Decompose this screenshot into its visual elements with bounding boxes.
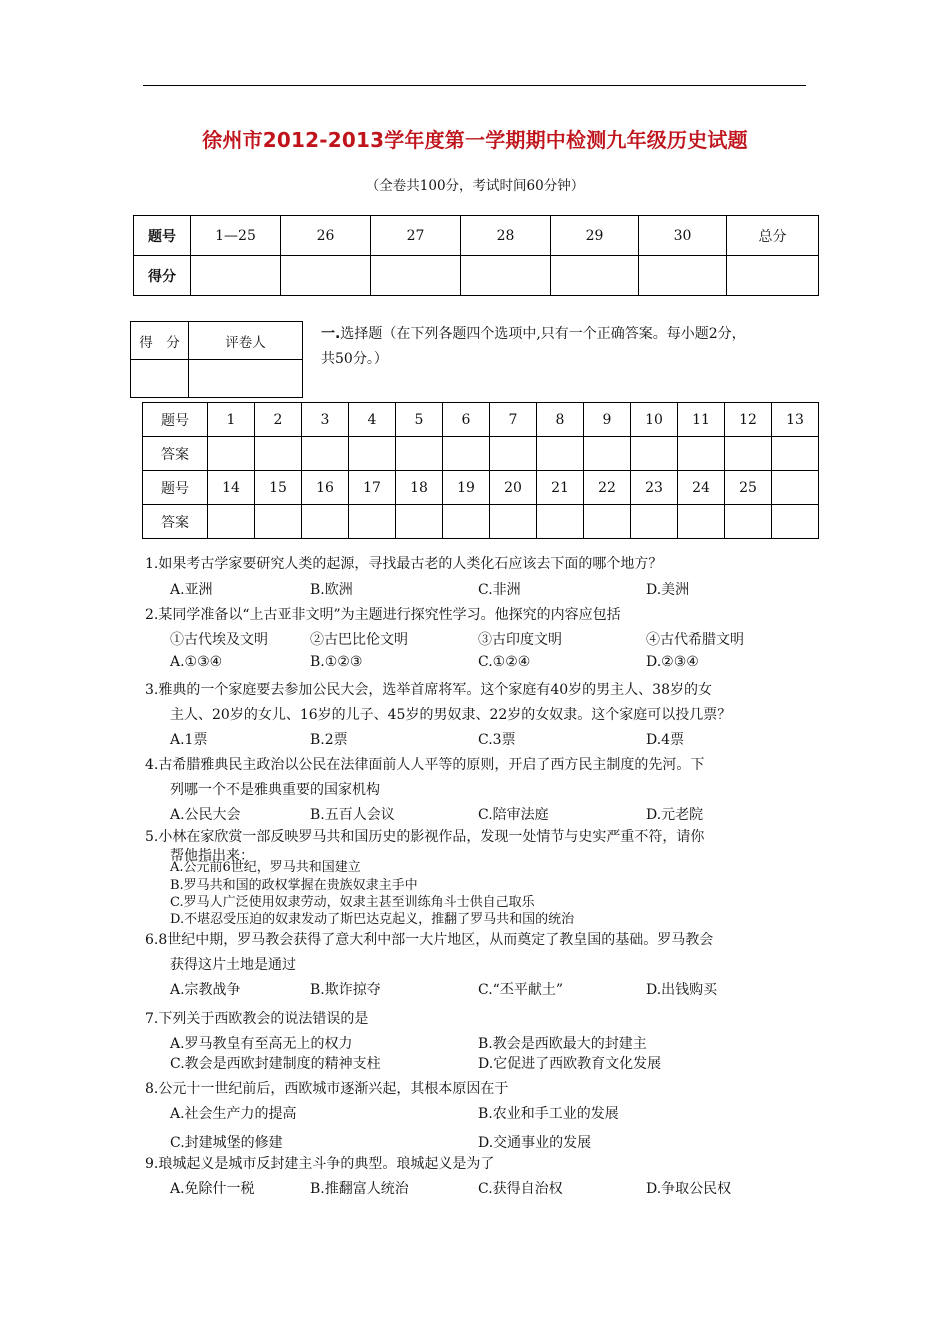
- option-a: A.罗马教皇有至高无上的权力: [170, 1036, 353, 1052]
- question-number: 25: [725, 471, 772, 505]
- question-4-line-2: 列哪一个不是雅典重要的国家机构: [170, 782, 380, 798]
- answer-cell[interactable]: [302, 437, 349, 471]
- grader-name-label: 评卷人: [189, 322, 303, 360]
- answer-table-row: [143, 471, 819, 505]
- score-cell[interactable]: [281, 256, 371, 296]
- score-table: [133, 215, 819, 296]
- option-a: A.免除什一税: [170, 1181, 255, 1197]
- answer-table-row: [143, 403, 819, 437]
- option-a: A.宗教战争: [170, 982, 241, 998]
- option-c: C.“丕平献土”: [478, 982, 563, 998]
- answer-cell[interactable]: [725, 437, 772, 471]
- question-6: 6.8世纪中期，罗马教会获得了意大利中部一大片地区，从而奠定了教皇国的基础。罗马教会: [145, 932, 714, 948]
- question-number: 24: [678, 471, 725, 505]
- question-number: 7: [490, 403, 537, 437]
- option-b: B.①②③: [310, 654, 363, 670]
- answer-table: [142, 402, 819, 539]
- answer-cell[interactable]: [725, 505, 772, 539]
- score-cell[interactable]: [551, 256, 639, 296]
- question-number: 2: [255, 403, 302, 437]
- score-header-cell: 29: [551, 216, 639, 256]
- question-3: 3.雅典的一个家庭要去参加公民大会，选举首席将军。这个家庭有40岁的男主人、38岁的女: [145, 682, 712, 698]
- question-8: 8.公元十一世纪前后，西欧城市逐渐兴起，其根本原因在于: [145, 1081, 509, 1097]
- answer-cell[interactable]: [349, 505, 396, 539]
- score-table-header-row: [134, 216, 819, 256]
- grader-table: [130, 321, 303, 398]
- option-b: B.罗马共和国的政权掌握在贵族奴隶主手中: [170, 878, 418, 893]
- option-a: A.公元前6世纪，罗马共和国建立: [170, 860, 361, 875]
- question-number: 20: [490, 471, 537, 505]
- answer-row-label: 题号: [143, 403, 208, 437]
- grader-score-label: 得 分: [131, 322, 189, 360]
- option-b: B.农业和手工业的发展: [478, 1106, 619, 1122]
- question-4: 4.古希腊雅典民主政治以公民在法律面前人人平等的原则，开启了西方民主制度的先河。下: [145, 757, 705, 773]
- score-row-label: 得分: [134, 256, 191, 296]
- answer-cell[interactable]: [584, 505, 631, 539]
- question-number: 3: [302, 403, 349, 437]
- question-number: 13: [772, 403, 819, 437]
- option-c: C.罗马人广泛使用奴隶劳动，奴隶主甚至训练角斗士供自己取乐: [170, 895, 535, 910]
- option-a: A.亚洲: [170, 582, 213, 598]
- option-d: D.4票: [646, 732, 685, 748]
- score-header-cell: 26: [281, 216, 371, 256]
- answer-cell[interactable]: [584, 437, 631, 471]
- answer-cell[interactable]: [255, 505, 302, 539]
- section-text: 选择题（在下列各题四个选项中,只有一个正确答案。每小题2分，: [340, 326, 746, 342]
- answer-cell[interactable]: [537, 505, 584, 539]
- question-number: 16: [302, 471, 349, 505]
- score-header-cell: 题号: [134, 216, 191, 256]
- option-b: B.五百人会议: [310, 807, 395, 823]
- q2-item: ④古代希腊文明: [646, 632, 744, 648]
- answer-table-row: [143, 437, 819, 471]
- answer-row-label: 题号: [143, 471, 208, 505]
- option-d: D.争取公民权: [646, 1181, 732, 1197]
- answer-cell[interactable]: [631, 437, 678, 471]
- option-b: B.教会是西欧最大的封建主: [478, 1036, 647, 1052]
- answer-cell[interactable]: [678, 505, 725, 539]
- section-number: 一.: [321, 326, 341, 342]
- answer-cell[interactable]: [396, 437, 443, 471]
- option-b: B.推翻富人统治: [310, 1181, 409, 1197]
- option-d: D.②③④: [646, 654, 699, 670]
- score-header-cell: 30: [639, 216, 727, 256]
- option-c: C.封建城堡的修建: [170, 1135, 283, 1151]
- question-number: [772, 471, 819, 505]
- question-number: 12: [725, 403, 772, 437]
- question-number: 4: [349, 403, 396, 437]
- page-title: 徐州市2012-2013学年度第一学期期中检测九年级历史试题: [202, 128, 748, 152]
- question-number: 23: [631, 471, 678, 505]
- answer-cell[interactable]: [443, 437, 490, 471]
- question-9: 9.琅城起义是城市反封建主斗争的典型。琅城起义是为了: [145, 1156, 495, 1172]
- q2-item: ①古代埃及文明: [170, 632, 268, 648]
- q2-item: ②古巴比伦文明: [310, 632, 408, 648]
- question-number: 19: [443, 471, 490, 505]
- question-number: 1: [208, 403, 255, 437]
- answer-cell[interactable]: [490, 505, 537, 539]
- answer-row-label: 答案: [143, 437, 208, 471]
- q2-item: ③古印度文明: [478, 632, 562, 648]
- question-number: 17: [349, 471, 396, 505]
- question-6-line-2: 获得这片土地是通过: [170, 957, 296, 973]
- option-b: B.2票: [310, 732, 348, 748]
- answer-cell[interactable]: [255, 437, 302, 471]
- answer-cell[interactable]: [678, 437, 725, 471]
- question-5-line-2: 帮他指出来：: [170, 848, 254, 864]
- question-number: 22: [584, 471, 631, 505]
- option-d: D.美洲: [646, 582, 690, 598]
- question-number: 21: [537, 471, 584, 505]
- question-number: 11: [678, 403, 725, 437]
- question-number: 15: [255, 471, 302, 505]
- answer-cell[interactable]: [772, 437, 819, 471]
- answer-row-label: 答案: [143, 505, 208, 539]
- question-2: 2.某同学准备以“上古亚非文明”为主题进行探究性学习。他探究的内容应包括: [145, 607, 621, 623]
- option-c: C.非洲: [478, 582, 521, 598]
- answer-cell[interactable]: [349, 437, 396, 471]
- option-a: A.社会生产力的提高: [170, 1106, 297, 1122]
- answer-cell[interactable]: [302, 505, 349, 539]
- answer-cell[interactable]: [396, 505, 443, 539]
- score-cell[interactable]: [727, 256, 819, 296]
- option-b: B.欺诈掠夺: [310, 982, 381, 998]
- answer-cell[interactable]: [631, 505, 678, 539]
- answer-cell[interactable]: [537, 437, 584, 471]
- option-a: A.公民大会: [170, 807, 241, 823]
- option-d: D.不堪忍受压迫的奴隶发动了斯巴达克起义，推翻了罗马共和国的统治: [170, 912, 575, 927]
- header-rule: [143, 85, 806, 86]
- question-number: 14: [208, 471, 255, 505]
- page-subtitle: （全卷共100分，考试时间60分钟）: [365, 178, 585, 194]
- grader-name-cell[interactable]: [189, 360, 303, 398]
- answer-cell[interactable]: [490, 437, 537, 471]
- option-c: C.获得自治权: [478, 1181, 563, 1197]
- option-a: A.①③④: [170, 654, 223, 670]
- score-header-cell: 27: [371, 216, 461, 256]
- answer-table-row: [143, 505, 819, 539]
- question-7: 7.下列关于西欧教会的说法错误的是: [145, 1011, 369, 1027]
- option-d: D.出钱购买: [646, 982, 718, 998]
- score-header-cell: 28: [461, 216, 551, 256]
- option-c: C.陪审法庭: [478, 807, 549, 823]
- section-text-2: 共50分。）: [321, 351, 388, 367]
- grader-score-cell[interactable]: [131, 360, 189, 398]
- option-a: A.1票: [170, 732, 208, 748]
- option-b: B.欧洲: [310, 582, 353, 598]
- question-number: 18: [396, 471, 443, 505]
- score-header-cell: 1—25: [191, 216, 281, 256]
- option-c: C.3票: [478, 732, 516, 748]
- question-number: 10: [631, 403, 678, 437]
- option-c: C.教会是西欧封建制度的精神支柱: [170, 1056, 381, 1072]
- section-one-instructions: [321, 322, 821, 372]
- score-cell[interactable]: [461, 256, 551, 296]
- question-5: 5.小林在家欣赏一部反映罗马共和国历史的影视作品，发现一处情节与史实严重不符，请你: [145, 829, 705, 845]
- question-3-line-2: 主人、20岁的女儿、16岁的儿子、45岁的男奴隶、22岁的女奴隶。这个家庭可以投几票？: [170, 707, 732, 723]
- option-d: D.元老院: [646, 807, 704, 823]
- score-cell[interactable]: [371, 256, 461, 296]
- question-number: 9: [584, 403, 631, 437]
- answer-cell[interactable]: [772, 505, 819, 539]
- score-header-cell: 总分: [727, 216, 819, 256]
- option-c: C.①②④: [478, 654, 531, 670]
- question-number: 8: [537, 403, 584, 437]
- option-d: D.交通事业的发展: [478, 1135, 592, 1151]
- score-cell[interactable]: [639, 256, 727, 296]
- answer-cell[interactable]: [208, 437, 255, 471]
- question-number: 6: [443, 403, 490, 437]
- answer-cell[interactable]: [443, 505, 490, 539]
- option-d: D.它促进了西欧教育文化发展: [478, 1056, 662, 1072]
- question-1: 1.如果考古学家要研究人类的起源，寻找最古老的人类化石应该去下面的哪个地方？: [145, 556, 663, 572]
- score-table-score-row: [134, 256, 819, 296]
- score-cell[interactable]: [191, 256, 281, 296]
- answer-cell[interactable]: [208, 505, 255, 539]
- question-number: 5: [396, 403, 443, 437]
